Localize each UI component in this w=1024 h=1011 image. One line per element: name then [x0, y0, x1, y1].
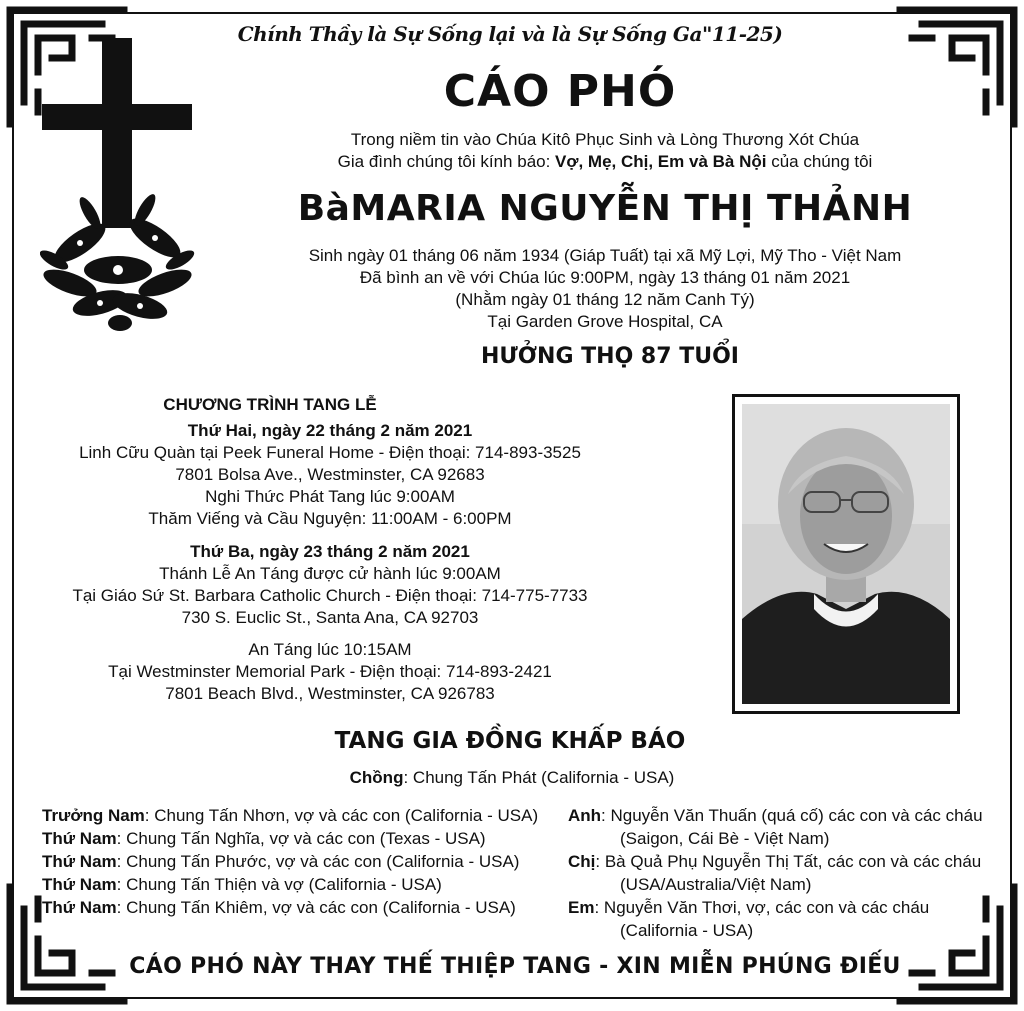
family-right-row-cont: (California - USA): [620, 921, 754, 940]
relation-text: : Chung Tấn Nhơn, vợ và các con (California - USA): [144, 806, 539, 825]
relation-label: Em: [568, 898, 595, 917]
relation-label: Trưởng Nam: [42, 806, 145, 825]
relation-label: Chị: [568, 852, 596, 871]
program-day1-line: Thăm Viếng và Cầu Nguyện: 11:00AM - 6:00PM: [148, 509, 512, 528]
program-day1-line: 7801 Bolsa Ave., Westminster, CA 92683: [175, 465, 485, 484]
program-burial-line: 7801 Beach Blvd., Westminster, CA 926783: [165, 684, 495, 703]
family-right-row: [568, 898, 929, 918]
program-burial-line: Tại Westminster Memorial Park - Điện thoại: 714-893-2421: [108, 662, 552, 681]
relation-text: : Bà Quả Phụ Nguyễn Thị Tất, các con và các cháu: [595, 852, 982, 871]
family-left-row: [42, 806, 538, 826]
family-right-row-cont: (USA/Australia/Việt Nam): [620, 875, 812, 894]
relation-label: Thứ Nam: [42, 852, 117, 871]
intro-relations: Vợ, Mẹ, Chị, Em và Bà Nội: [555, 152, 767, 171]
relation-label: Anh: [568, 806, 602, 825]
portrait-photo: [742, 404, 950, 704]
relation-text: : Chung Tấn Khiêm, vợ và các con (California - USA): [116, 898, 516, 917]
birth-info: Sinh ngày 01 tháng 06 năm 1934 (Giáp Tuất) tại xã Mỹ Lợi, Mỹ Tho - Việt Nam: [308, 246, 902, 265]
page-title: CÁO PHÓ: [443, 66, 677, 117]
relation-text: : Chung Tấn Thiện và vợ (California - USA): [116, 875, 442, 894]
relation-label: Chồng: [349, 768, 404, 787]
portrait-frame: [732, 394, 960, 714]
family-left-row: [42, 898, 516, 918]
relation-text: : Nguyễn Văn Thơi, vợ, các con và các cháu: [594, 898, 930, 917]
relation-text: : Nguyễn Văn Thuấn (quá cố) các con và các cháu: [601, 806, 983, 825]
family-left-row: [42, 852, 519, 872]
place-info: Tại Garden Grove Hospital, CA: [487, 312, 723, 331]
footer-notice: CÁO PHÓ NÀY THAY THẾ THIỆP TANG - XIN MIỄN PHÚNG ĐIẾU: [129, 954, 901, 979]
family-right-row: [568, 806, 983, 826]
relation-text: : Chung Tấn Phát (California - USA): [403, 768, 675, 787]
scripture-verse: Chính Thầy là Sự Sống lại và là Sự Sống Ga"11-25): [237, 22, 783, 46]
intro-suffix: của chúng tôi: [766, 152, 873, 171]
intro-line-1: Trong niềm tin vào Chúa Kitô Phục Sinh và Lòng Thương Xót Chúa: [350, 130, 860, 149]
program-heading: CHƯƠNG TRÌNH TANG LỄ: [163, 395, 377, 414]
family-right-row: [568, 852, 981, 872]
age-heading: HƯỞNG THỌ 87 TUỔI: [481, 344, 739, 369]
relation-text: : Chung Tấn Nghĩa, vợ và các con (Texas - USA): [116, 829, 486, 848]
corner-ornament-top-right: [892, 2, 1022, 132]
program-day2-line: 730 S. Euclic St., Santa Ana, CA 92703: [181, 608, 479, 627]
program-day2-line: Tại Giáo Sứ St. Barbara Catholic Church - Điện thoại: 714-775-7733: [72, 586, 588, 605]
program-day2-date: Thứ Ba, ngày 23 tháng 2 năm 2021: [190, 542, 470, 561]
family-left-row: [42, 829, 486, 849]
family-left-row: [42, 875, 442, 895]
relation-label: Thứ Nam: [42, 875, 117, 894]
lunar-date-info: (Nhằm ngày 01 tháng 12 năm Canh Tý): [455, 290, 755, 309]
death-info: Đã bình an về với Chúa lúc 9:00PM, ngày 13 tháng 01 năm 2021: [359, 268, 851, 287]
deceased-name: BàMARIA NGUYỄN THỊ THẢNH: [297, 188, 913, 229]
program-burial-line: An Táng lúc 10:15AM: [248, 640, 412, 659]
relation-label: Thứ Nam: [42, 829, 117, 848]
relation-label: Thứ Nam: [42, 898, 117, 917]
family-heading: TANG GIA ĐỒNG KHẤP BÁO: [334, 728, 686, 754]
program-day2-line: Thánh Lễ An Táng được cử hành lúc 9:00AM: [159, 564, 501, 583]
program-day1-line: Nghi Thức Phát Tang lúc 9:00AM: [205, 487, 455, 506]
intro-line-2: [230, 152, 980, 172]
intro-prefix: Gia đình chúng tôi kính báo:: [337, 152, 556, 171]
relation-text: : Chung Tấn Phước, vợ và các con (California - USA): [116, 852, 520, 871]
family-right-row-cont: (Saigon, Cái Bè - Việt Nam): [620, 829, 830, 848]
husband-line: [0, 768, 1024, 788]
program-day1-date: Thứ Hai, ngày 22 tháng 2 năm 2021: [187, 421, 473, 440]
program-day1-line: Linh Cữu Quàn tại Peek Funeral Home - Điện thoại: 714-893-3525: [79, 443, 581, 462]
cross-with-lilies-icon: [40, 38, 200, 333]
